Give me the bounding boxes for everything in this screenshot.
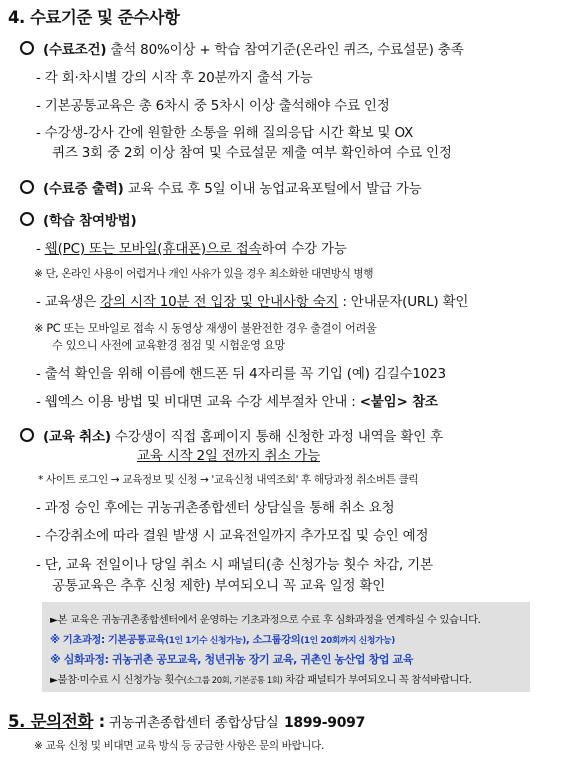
contact-note: ※ 교육 신청 및 비대면 교육 방식 등 궁금한 사항은 문의 바랍니다. — [34, 740, 324, 752]
section-5-title — [8, 708, 365, 732]
info-small-text: (1인 20회까지 신청가능) — [300, 636, 395, 646]
circle-bullet-icon — [20, 41, 34, 55]
item-prefix: - 웹엑스 이용 방법 및 비대면 교육 수강 세부절차 안내 : — [36, 394, 360, 410]
bullet-head: (학습 참여방법) — [43, 213, 137, 229]
bullet-certificate — [20, 177, 422, 197]
item-suffix: : 안내문자(URL) 확인 — [338, 294, 469, 310]
info-line-basic-course — [50, 631, 395, 646]
attachment-reference: <붙임> 참조 — [359, 394, 438, 410]
info-box — [42, 602, 530, 692]
list-item: - 각 회·차시별 강의 시작 후 20분까지 출석 가능 — [36, 70, 313, 86]
bullet-completion-criteria — [20, 38, 463, 58]
info-line-advanced-course: ※ 심화과정: 귀농귀촌 공모교육, 청년귀농 장기 교육, 귀촌인 농산업 창업 교육 — [50, 653, 413, 666]
phone-number: 1899-9097 — [283, 715, 366, 731]
item-suffix: 하여 수강 가능 — [261, 241, 347, 257]
list-item: - 단, 교육 전일이나 당일 취소 시 패널티(총 신청가능 횟수 차감, 기본 — [36, 557, 433, 573]
list-item: - 수강취소에 따라 결원 발생 시 교육전일까지 추가모집 및 승인 예정 — [36, 528, 429, 544]
list-item-continued: 퀴즈 3회 중 2회 이상 참여 및 수료설문 제출 여부 확인하여 수료 인정 — [52, 145, 452, 161]
item-prefix: - — [36, 241, 45, 257]
item-underlined: 강의 시작 10분 전 입장 및 안내사항 숙지 — [100, 294, 339, 310]
note: ※ 단, 온라인 사용이 어렵거나 개인 사유가 있을 경우 최소화한 대면방식 병행 — [34, 268, 374, 280]
info-text: ►불참·미수료 시 신청가능 횟수 — [50, 674, 184, 686]
list-item — [36, 237, 347, 257]
list-item-continued: 공통교육은 추후 신청 제한) 부여되오니 꼭 교육 일정 확인 — [52, 578, 386, 594]
cancellation-deadline: 교육 시작 2일 전까지 취소 가능 — [137, 448, 320, 464]
bullet-head: (교육 취소) — [43, 429, 111, 445]
bullet-head: (수료조건) — [43, 42, 107, 58]
info-small-text: (소그룹 20회, 기본공통 1회) — [183, 675, 283, 685]
list-item: - 출석 확인을 위해 이름에 핸드폰 뒤 4자리를 꼭 기입 (예) 김길수1023 — [36, 366, 446, 382]
note: ※ PC 또는 모바일로 접속 시 동영상 재생이 불완전한 경우 출결이 어려울 — [34, 322, 377, 335]
section-4-title: 4. 수료기준 및 준수사항 — [8, 8, 180, 27]
circle-bullet-icon — [20, 212, 34, 226]
circle-bullet-icon — [20, 428, 34, 442]
bullet-text: 교육 수료 후 5일 이내 농업교육포털에서 발급 가능 — [123, 181, 422, 197]
list-item: - 수강생-강사 간에 원할한 소통을 위해 질의응답 시간 확보 및 OX — [36, 125, 414, 141]
note: * 사이트 로그인 → 교육정보 및 신청 → '교육신청 내역조회' 후 해당과정 취소버튼 클릭 — [38, 474, 419, 486]
list-item: - 과정 승인 후에는 귀농귀촌종합센터 상담실을 통해 취소 요청 — [36, 500, 395, 516]
info-text: , 소그룹강의 — [245, 634, 301, 646]
item-prefix: - 교육생은 — [36, 294, 101, 310]
note-continued: 수 있으니 사전에 교육환경 점검 및 시험운영 요망 — [52, 339, 285, 352]
contact-center-name: 귀농귀촌종합센터 종합상담실 — [108, 715, 279, 731]
info-small-text: (1인 1기수 신청가능) — [165, 636, 246, 646]
info-line-penalty — [50, 671, 471, 686]
bullet-participation — [20, 209, 137, 229]
list-item: - 기본공통교육은 총 6차시 중 5차시 이상 출석해야 수료 인정 — [36, 98, 390, 114]
list-item — [36, 290, 468, 310]
colon: : — [93, 712, 105, 731]
bullet-text: 수강생이 직접 홈페이지 통해 신청한 과정 내역을 확인 후 — [110, 429, 443, 445]
contact-heading: 5. 문의전화 — [8, 712, 94, 731]
bullet-cancellation — [20, 425, 443, 445]
list-item — [36, 390, 438, 410]
circle-bullet-icon — [20, 180, 34, 194]
item-underlined: 웹(PC) 또는 모바일(휴대폰)으로 접속 — [44, 241, 262, 257]
info-text: ※ 기초과정: 기본공통교육 — [50, 634, 166, 646]
bullet-text: 출석 80%이상 + 학습 참여기준(온라인 퀴즈, 수료설문) 충족 — [106, 42, 464, 58]
bullet-head: (수료증 출력) — [43, 181, 124, 197]
info-line: ►본 교육은 귀농귀촌종합센터에서 운영하는 기초과정으로 수료 후 심화과정을 연계하실 수 있습니다. — [50, 614, 481, 626]
info-text: 차감 패널티가 부여되오니 꼭 참석바랍니다. — [282, 674, 472, 686]
